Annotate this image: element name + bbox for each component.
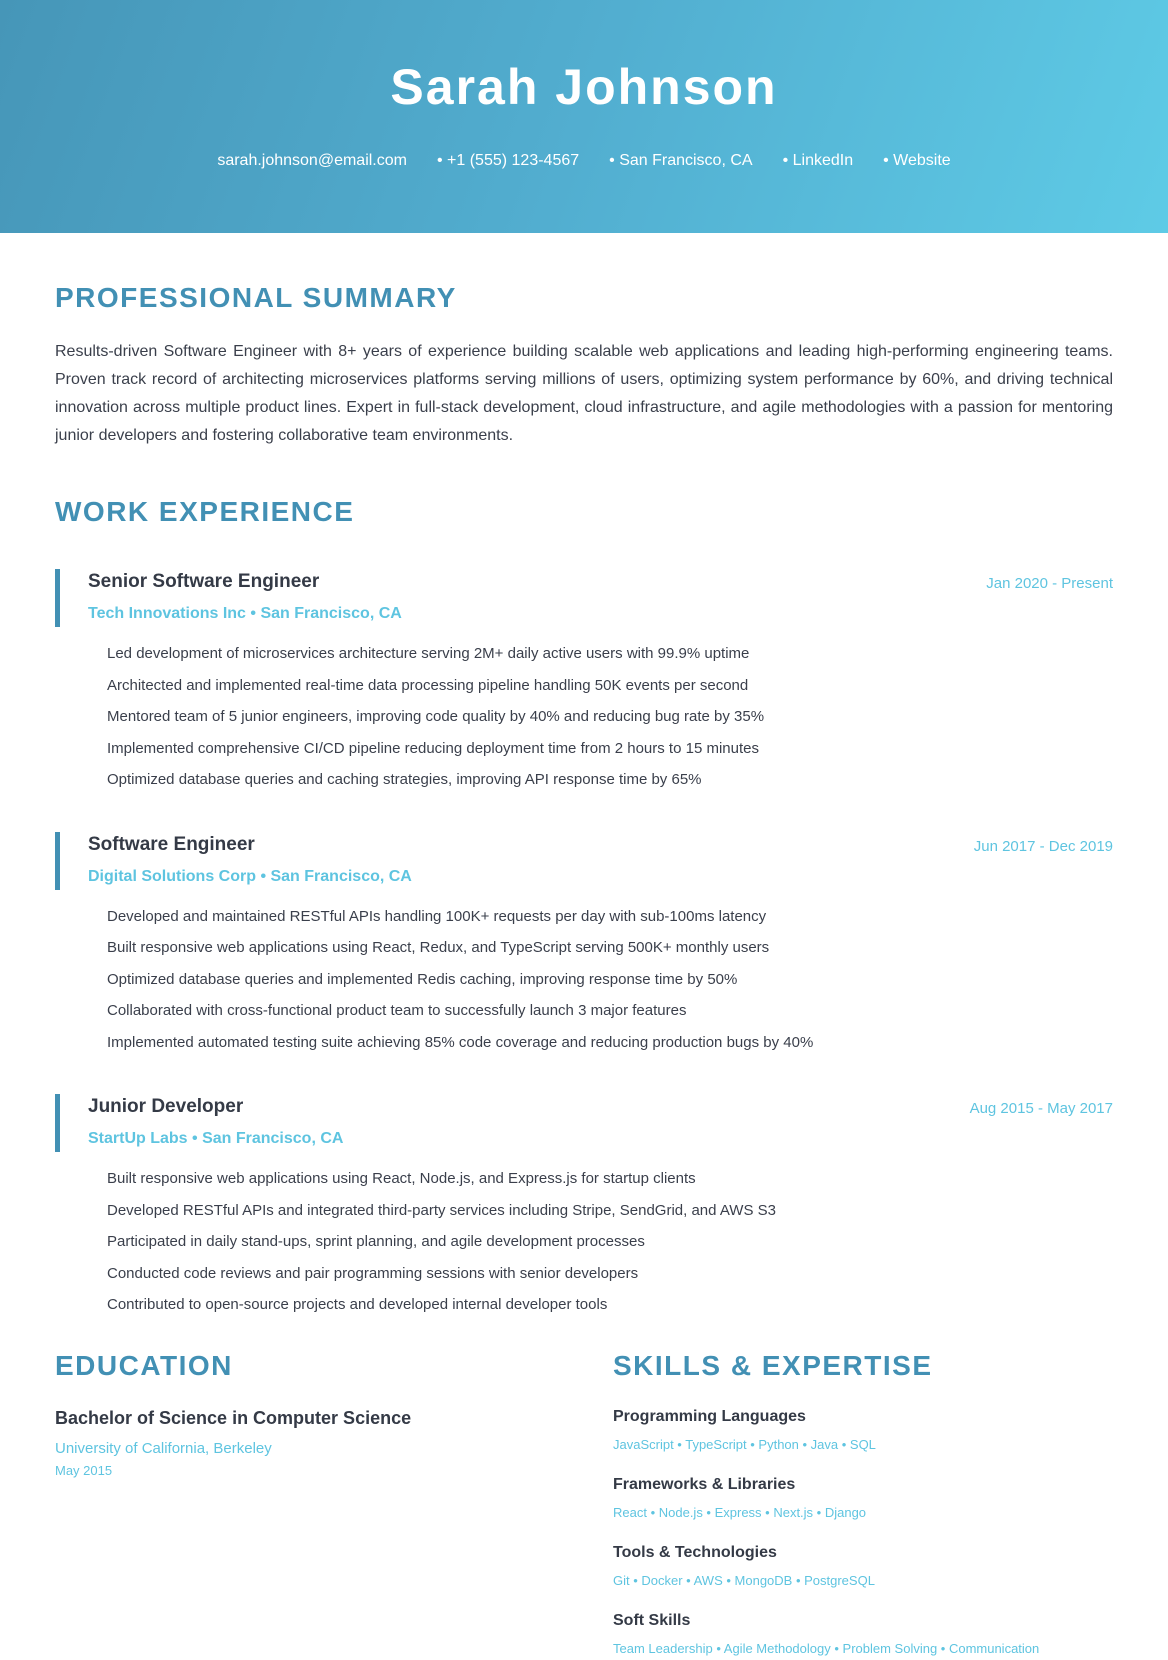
job-dates: Aug 2015 - May 2017 bbox=[969, 1100, 1113, 1117]
contact-website-link[interactable]: • Website bbox=[883, 152, 951, 169]
job-bullet: Architected and implemented real-time data processing pipeline handling 50K events per second bbox=[107, 676, 749, 694]
summary-heading: PROFESSIONAL SUMMARY bbox=[55, 282, 457, 313]
education-heading: EDUCATION bbox=[55, 1350, 233, 1381]
contact-info bbox=[0, 152, 1168, 170]
job-dates: Jan 2020 - Present bbox=[986, 575, 1113, 592]
job-title: Junior Developer bbox=[88, 1096, 244, 1117]
skills-heading: SKILLS & EXPERTISE bbox=[613, 1350, 933, 1381]
job-bullet: Built responsive web applications using React, Node.js, and Express.js for startup clients bbox=[107, 1170, 696, 1187]
job-company: Tech Innovations Inc • San Francisco, CA bbox=[88, 605, 402, 622]
job-bullets bbox=[55, 1163, 1113, 1321]
contact-phone[interactable]: • +1 (555) 123-4567 bbox=[436, 152, 580, 169]
degree-title: Bachelor of Science in Computer Science bbox=[55, 1408, 412, 1428]
job-bullet: Built responsive web applications using React, Redux, and TypeScript serving 500K+ monthly users bbox=[107, 939, 770, 956]
candidate-name: Sarah Johnson bbox=[390, 59, 778, 115]
job-dates: Jun 2017 - Dec 2019 bbox=[973, 837, 1113, 855]
job-bullet: Participated in daily stand-ups, sprint planning, and agile development processes bbox=[107, 1233, 645, 1250]
job-bullets bbox=[55, 901, 1113, 1059]
job-bullet: Developed RESTful APIs and integrated third-party services including Stripe, SendGrid, and AWS S3 bbox=[107, 1201, 776, 1219]
resume-body bbox=[0, 282, 1168, 1321]
resume-header bbox=[0, 0, 1168, 233]
job-company: StartUp Labs • San Francisco, CA bbox=[88, 1130, 344, 1147]
skill-group bbox=[613, 1476, 1125, 1520]
graduation-date: May 2015 bbox=[55, 1463, 113, 1478]
job-header bbox=[55, 832, 1113, 890]
contact-email[interactable]: sarah.johnson@email.com bbox=[217, 152, 407, 169]
skill-group-items: JavaScript • TypeScript • Python • Java • SQL bbox=[613, 1437, 876, 1452]
skill-group bbox=[613, 1408, 1125, 1452]
contact-linkedin-link[interactable]: • LinkedIn bbox=[782, 152, 854, 169]
job-bullet: Implemented automated testing suite achieving 85% code coverage and reducing production bugs by 40% bbox=[107, 1033, 814, 1051]
job-bullet: Optimized database queries and implemented Redis caching, improving response time by 50% bbox=[107, 970, 738, 988]
job-entry bbox=[55, 832, 1113, 1059]
job-title: Software Engineer bbox=[88, 833, 255, 855]
job-bullet: Implemented comprehensive CI/CD pipeline reducing deployment time from 2 hours to 15 minutes bbox=[107, 739, 759, 757]
school-name: University of California, Berkeley bbox=[55, 1440, 272, 1457]
skill-group bbox=[613, 1544, 1125, 1588]
job-bullet: Contributed to open-source projects and developed internal developer tools bbox=[107, 1296, 608, 1313]
education-section bbox=[55, 1350, 613, 1656]
skill-group-name: Tools & Technologies bbox=[613, 1544, 777, 1561]
job-header bbox=[55, 569, 1113, 627]
job-bullet: Conducted code reviews and pair programming sessions with senior developers bbox=[107, 1264, 639, 1282]
education-skills-columns bbox=[55, 1350, 1125, 1656]
contact-location: • San Francisco, CA bbox=[609, 152, 753, 169]
skill-group-name: Frameworks & Libraries bbox=[613, 1476, 796, 1493]
skill-group bbox=[613, 1612, 1125, 1656]
skill-group-name: Programming Languages bbox=[613, 1408, 806, 1425]
job-company: Digital Solutions Corp • San Francisco, CA bbox=[88, 867, 412, 885]
job-bullet: Developed and maintained RESTful APIs handling 100K+ requests per day with sub-100ms latency bbox=[107, 907, 767, 925]
skill-group-items: React • Node.js • Express • Next.js • Django bbox=[613, 1505, 867, 1520]
job-entry bbox=[55, 1094, 1113, 1321]
job-bullets bbox=[55, 638, 1113, 796]
job-title: Senior Software Engineer bbox=[88, 571, 320, 592]
job-bullet: Led development of microservices architecture serving 2M+ daily active users with 99.9% uptime bbox=[107, 645, 750, 662]
job-entry bbox=[55, 569, 1113, 796]
job-bullet: Optimized database queries and caching strategies, improving API response time by 65% bbox=[107, 771, 702, 788]
job-header bbox=[55, 1094, 1113, 1152]
skill-group-items: Team Leadership • Agile Methodology • Problem Solving • Communication bbox=[613, 1641, 1040, 1656]
skill-group-name: Soft Skills bbox=[613, 1612, 691, 1629]
experience-heading: WORK EXPERIENCE bbox=[55, 496, 355, 527]
skills-section bbox=[613, 1350, 1125, 1656]
skill-group-items: Git • Docker • AWS • MongoDB • PostgreSQL bbox=[613, 1573, 875, 1588]
summary-text: Results-driven Software Engineer with 8+ years of experience building scalable web applications and leading high-performing engineering teams. Proven track record of architecting microservices platforms serving millions of users, optimizing system performance by 60%, and driving technical innovation across multiple product lines. Expert in full-stack development, cloud infrastructure, and agile methodologies with a passion for mentoring junior developers and fostering collaborative team environments. bbox=[55, 343, 1113, 444]
job-bullet: Mentored team of 5 junior engineers, improving code quality by 40% and reducing bug rate by 35% bbox=[107, 708, 765, 725]
job-bullet: Collaborated with cross-functional product team to successfully launch 3 major features bbox=[107, 1002, 687, 1019]
